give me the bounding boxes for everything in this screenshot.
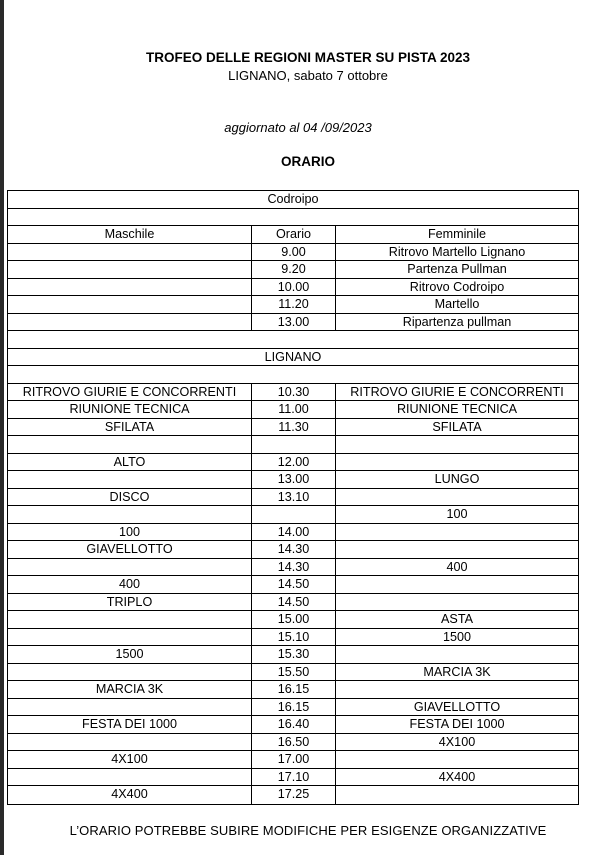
femminile-cell: FESTA DEI 1000	[335, 716, 578, 733]
femminile-cell	[335, 454, 578, 471]
table-row	[8, 226, 578, 244]
femminile-cell: 1500	[335, 629, 578, 646]
schedule-table	[7, 190, 579, 805]
maschile-cell	[8, 506, 251, 523]
table-row	[8, 769, 578, 787]
maschile-cell	[8, 279, 251, 296]
maschile-cell: SFILATA	[104, 419, 155, 434]
femminile-cell	[335, 786, 578, 804]
table-row	[8, 419, 578, 437]
maschile-cell	[8, 629, 251, 646]
maschile-cell: 100	[118, 524, 140, 539]
table-row	[8, 716, 578, 734]
table-row	[8, 279, 578, 297]
table-row	[8, 699, 578, 717]
femminile-cell: Partenza Pullman	[335, 261, 578, 278]
section-heading: ORARIO	[281, 154, 335, 169]
maschile-cell	[8, 471, 251, 488]
femminile-cell	[335, 524, 578, 541]
table-section-row	[8, 191, 578, 209]
table-row	[8, 471, 578, 489]
table-row	[8, 436, 578, 454]
femminile-cell: MARCIA 3K	[335, 664, 578, 681]
maschile-cell: 4X400	[111, 787, 148, 801]
table-row	[8, 261, 578, 279]
document-title: TROFEO DELLE REGIONI MASTER SU PISTA 2023	[145, 50, 471, 65]
femminile-cell: Ritrovo Martello Lignano	[335, 244, 578, 261]
maschile-cell	[8, 261, 251, 278]
table-section-row	[8, 349, 578, 367]
update-date: aggiornato al 04 /09/2023	[224, 120, 372, 135]
orario-cell	[251, 436, 335, 453]
orario-cell: 9.00	[251, 244, 335, 261]
table-row	[8, 489, 578, 507]
femminile-cell: 4X400	[335, 769, 578, 786]
orario-cell: 15.00	[251, 611, 335, 628]
table-row	[8, 751, 578, 769]
event-location-date: LIGNANO, sabato 7 ottobre	[228, 68, 388, 83]
empty-cell	[8, 331, 578, 348]
orario-cell: 11.00	[251, 401, 335, 418]
orario-cell: 16.15	[251, 681, 335, 698]
maschile-cell	[8, 769, 251, 786]
orario-cell: Orario	[251, 226, 335, 243]
femminile-cell: 4X100	[335, 734, 578, 751]
femminile-cell	[335, 681, 578, 698]
femminile-cell: Martello	[335, 296, 578, 313]
table-row	[8, 629, 578, 647]
maschile-cell	[8, 611, 251, 628]
maschile-cell: FESTA DEI 1000	[82, 717, 177, 731]
table-row	[8, 664, 578, 682]
maschile-cell: TRIPLO	[106, 594, 153, 609]
table-row	[8, 594, 578, 612]
maschile-cell	[8, 559, 251, 576]
maschile-cell	[8, 436, 251, 453]
maschile-cell	[8, 664, 251, 681]
femminile-cell: RITROVO GIURIE E CONCORRENTI	[335, 384, 578, 401]
empty-cell	[8, 209, 578, 226]
table-row	[8, 524, 578, 542]
maschile-cell: MARCIA 3K	[95, 682, 164, 696]
femminile-cell: GIAVELLOTTO	[335, 699, 578, 716]
table-spacer-row	[8, 366, 578, 384]
table-row	[8, 296, 578, 314]
table-row	[8, 454, 578, 472]
section-label: Codroipo	[267, 192, 319, 206]
femminile-cell	[335, 489, 578, 506]
table-spacer-row	[8, 331, 578, 349]
orario-cell: 13.00	[251, 471, 335, 488]
maschile-cell: GIAVELLOTTO	[86, 542, 173, 556]
femminile-cell: LUNGO	[335, 471, 578, 488]
orario-cell: 13.00	[251, 314, 335, 331]
maschile-cell	[8, 699, 251, 716]
maschile-cell	[8, 314, 251, 331]
orario-cell: 14.00	[251, 524, 335, 541]
femminile-cell: ASTA	[335, 611, 578, 628]
table-row	[8, 611, 578, 629]
empty-cell	[8, 366, 578, 383]
orario-cell: 15.50	[251, 664, 335, 681]
femminile-cell	[335, 541, 578, 558]
table-row	[8, 646, 578, 664]
orario-cell: 15.30	[251, 646, 335, 663]
orario-cell: 13.10	[251, 489, 335, 506]
orario-cell: 10.30	[251, 384, 335, 401]
orario-cell: 16.40	[251, 716, 335, 733]
femminile-cell	[335, 646, 578, 663]
orario-cell: 11.30	[251, 419, 335, 436]
femminile-cell: SFILATA	[335, 419, 578, 436]
footer-note: L’ORARIO POTREBBE SUBIRE MODIFICHE PER ESIGENZE ORGANIZZATIVE	[69, 823, 547, 838]
table-row	[8, 786, 578, 804]
table-row	[8, 314, 578, 332]
maschile-cell: Maschile	[104, 227, 155, 241]
orario-cell: 14.50	[251, 576, 335, 593]
maschile-cell: RITROVO GIURIE E CONCORRENTI	[22, 384, 237, 399]
orario-cell: 17.25	[251, 786, 335, 804]
table-row	[8, 734, 578, 752]
maschile-cell	[8, 296, 251, 313]
femminile-cell	[335, 751, 578, 768]
femminile-cell: 100	[335, 506, 578, 523]
femminile-cell	[335, 436, 578, 453]
orario-cell: 10.00	[251, 279, 335, 296]
table-row	[8, 576, 578, 594]
orario-cell: 14.50	[251, 594, 335, 611]
table-row	[8, 384, 578, 402]
orario-cell	[251, 506, 335, 523]
femminile-cell: Ripartenza pullman	[335, 314, 578, 331]
maschile-cell: RIUNIONE TECNICA	[69, 402, 190, 416]
maschile-cell: 4X100	[111, 752, 148, 766]
orario-cell: 17.10	[251, 769, 335, 786]
femminile-cell: Ritrovo Codroipo	[335, 279, 578, 296]
maschile-cell	[8, 244, 251, 261]
table-row	[8, 506, 578, 524]
maschile-cell: ALTO	[113, 454, 146, 469]
table-row	[8, 244, 578, 262]
orario-cell: 12.00	[251, 454, 335, 471]
maschile-cell: 1500	[115, 647, 144, 661]
table-row	[8, 559, 578, 577]
orario-cell: 14.30	[251, 541, 335, 558]
maschile-cell: DISCO	[109, 489, 150, 504]
femminile-cell	[335, 576, 578, 593]
femminile-cell: RIUNIONE TECNICA	[335, 401, 578, 418]
maschile-cell: 400	[118, 577, 140, 591]
maschile-cell	[8, 734, 251, 751]
orario-cell: 16.50	[251, 734, 335, 751]
orario-cell: 14.30	[251, 559, 335, 576]
table-row	[8, 681, 578, 699]
orario-cell: 16.15	[251, 699, 335, 716]
femminile-cell: Femminile	[335, 226, 578, 243]
femminile-cell	[335, 594, 578, 611]
table-row	[8, 541, 578, 559]
section-label: LIGNANO	[264, 349, 322, 364]
orario-cell: 15.10	[251, 629, 335, 646]
orario-cell: 9.20	[251, 261, 335, 278]
table-row	[8, 401, 578, 419]
table-spacer-row	[8, 209, 578, 227]
orario-cell: 11.20	[251, 296, 335, 313]
orario-cell: 17.00	[251, 751, 335, 768]
femminile-cell: 400	[335, 559, 578, 576]
